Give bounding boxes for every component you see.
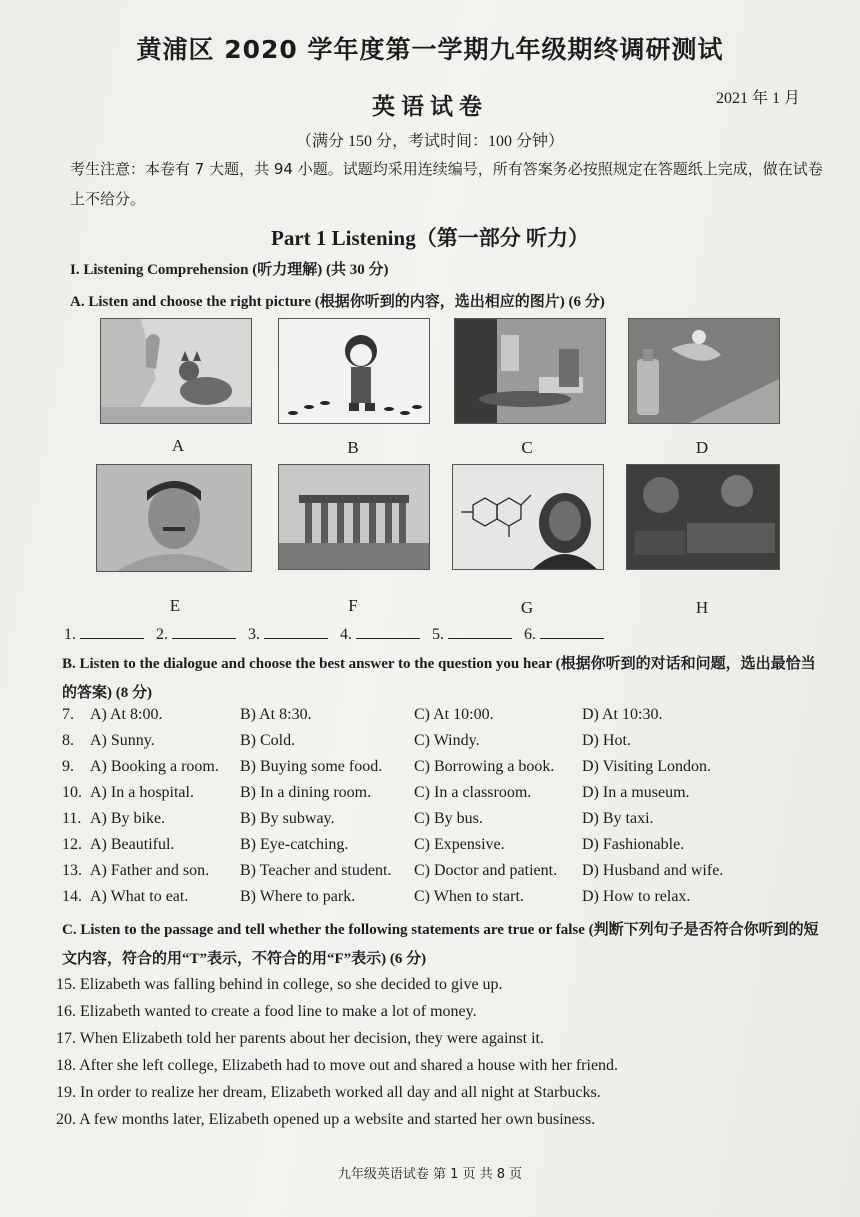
answer-blanks xyxy=(64,624,612,644)
option-d[interactable]: D) In a museum. xyxy=(582,784,690,801)
picture-label-f: F xyxy=(348,596,358,615)
option-a[interactable]: A) Father and son. xyxy=(90,862,210,879)
question-row xyxy=(62,888,822,914)
question-row xyxy=(62,862,822,888)
answer-blank-4[interactable]: 4. xyxy=(340,624,420,644)
option-d[interactable]: D) Husband and wife. xyxy=(582,862,724,879)
option-d[interactable]: D) How to relax. xyxy=(582,888,691,905)
sectionC-title: C. Listen to the passage and tell whether the following statements are true or false (判断下列句子是否符合你听到的短文内容，符合的用“T”表示，不符合的用“F”表示) (6 分) xyxy=(62,922,819,967)
option-c[interactable]: C) When to start. xyxy=(414,888,524,905)
dog-and-hand-picture xyxy=(100,318,252,424)
option-a[interactable]: A) Beautiful. xyxy=(90,836,175,853)
option-b[interactable]: B) Teacher and student. xyxy=(240,862,392,879)
page-footer: 九年级英语试卷 第 1 页 共 8 页 xyxy=(337,1167,523,1182)
picture-label-h: H xyxy=(695,598,709,617)
statement-item: 19. In order to realize her dream, Elizabeth worked all day and all night at Starbucks. xyxy=(56,1084,601,1101)
bottle-and-hands-picture xyxy=(628,318,780,424)
section1-title: I. Listening Comprehension (听力理解) (共 30 分) xyxy=(70,262,389,278)
option-c[interactable]: C) By bus. xyxy=(414,810,483,827)
option-b[interactable]: B) Where to park. xyxy=(240,888,356,905)
scientist-molecule-picture xyxy=(452,464,604,570)
option-b[interactable]: B) Cold. xyxy=(240,732,296,749)
answer-blank-5[interactable]: 5. xyxy=(432,624,512,644)
option-b[interactable]: B) In a dining room. xyxy=(240,784,372,801)
greek-temple-ruins-picture xyxy=(278,464,430,570)
statement-item: 17. When Elizabeth told her parents about her decision, they were against it. xyxy=(56,1030,544,1047)
question-row xyxy=(62,784,822,810)
question-row xyxy=(62,810,822,836)
answer-blank-1[interactable]: 1. xyxy=(64,624,144,644)
candidate-notice: 考生注意：本卷有 7 大题，共 94 小题。试题均采用连续编号，所有答案务必按照规定在答题纸上完成，做在试卷上不给分。 xyxy=(70,160,823,208)
option-d[interactable]: D) At 10:30. xyxy=(582,706,663,723)
pottery-objects-picture xyxy=(626,464,780,570)
option-c[interactable]: C) Doctor and patient. xyxy=(414,862,558,879)
sectionA-title: A. Listen and choose the right picture (根据你听到的内容，选出相应的图片) (6 分) xyxy=(70,294,605,310)
option-d[interactable]: D) Hot. xyxy=(582,732,631,749)
option-d[interactable]: D) Fashionable. xyxy=(582,836,685,853)
question-number: 10. xyxy=(62,784,82,801)
option-a[interactable]: A) At 8:00. xyxy=(90,706,163,723)
question-number: 13. xyxy=(62,862,82,879)
statement-item: 16. Elizabeth wanted to create a food line to make a lot of money. xyxy=(56,1003,477,1020)
option-d[interactable]: D) Visiting London. xyxy=(582,758,711,775)
statement-item: 20. A few months later, Elizabeth opened up a website and started her own business. xyxy=(56,1111,596,1128)
question-number: 11. xyxy=(62,810,82,827)
option-a[interactable]: A) What to eat. xyxy=(90,888,189,905)
option-a[interactable]: A) Booking a room. xyxy=(90,758,219,775)
option-b[interactable]: B) Eye-catching. xyxy=(240,836,349,853)
picture-label-b: B xyxy=(347,438,359,457)
option-c[interactable]: C) At 10:00. xyxy=(414,706,494,723)
answer-blank-3[interactable]: 3. xyxy=(248,624,328,644)
option-b[interactable]: B) Buying some food. xyxy=(240,758,383,775)
score-and-time: （满分 150 分，考试时间：100 分钟） xyxy=(295,133,564,150)
question-number: 7. xyxy=(62,706,74,723)
option-c[interactable]: C) Windy. xyxy=(414,732,480,749)
option-c[interactable]: C) In a classroom. xyxy=(414,784,532,801)
part1-heading: Part 1 Listening（第一部分 听力） xyxy=(271,226,589,250)
option-c[interactable]: C) Expensive. xyxy=(414,836,505,853)
answer-blank-6[interactable]: 6. xyxy=(524,624,604,644)
question-row xyxy=(62,836,822,862)
option-c[interactable]: C) Borrowing a book. xyxy=(414,758,555,775)
exam-title: 黄浦区 2020 学年度第一学期九年级期终调研测试 xyxy=(136,35,724,64)
exam-subtitle: 英语试卷 xyxy=(372,94,488,120)
question-number: 8. xyxy=(62,732,74,749)
statement-item: 18. After she left college, Elizabeth had to move out and shared a house with her friend. xyxy=(56,1057,619,1074)
picture-label-c: C xyxy=(521,438,533,457)
question-row xyxy=(62,732,822,758)
sectionB-title: B. Listen to the dialogue and choose the best answer to the question you hear (根据你听到的对话和问题，选出最恰当的答案) (8 分) xyxy=(62,656,816,701)
question-number: 12. xyxy=(62,836,82,853)
picture-label-a: A xyxy=(171,436,185,455)
man-portrait-picture xyxy=(96,464,252,572)
statement-item: 15. Elizabeth was falling behind in college, so she decided to give up. xyxy=(56,976,503,993)
option-b[interactable]: B) At 8:30. xyxy=(240,706,312,723)
option-d[interactable]: D) By taxi. xyxy=(582,810,654,827)
waiter-tray-glass-picture xyxy=(454,318,606,424)
picture-label-e: E xyxy=(169,596,181,615)
question-number: 9. xyxy=(62,758,74,775)
exam-date: 2021 年 1 月 xyxy=(716,90,801,107)
question-number: 14. xyxy=(62,888,82,905)
cartoon-detective-footprints-picture xyxy=(278,318,430,424)
question-row xyxy=(62,706,822,732)
answer-blank-2[interactable]: 2. xyxy=(156,624,236,644)
option-a[interactable]: A) Sunny. xyxy=(90,732,155,749)
picture-label-d: D xyxy=(695,438,709,457)
option-b[interactable]: B) By subway. xyxy=(240,810,335,827)
question-row xyxy=(62,758,822,784)
picture-label-g: G xyxy=(520,598,534,617)
option-a[interactable]: A) By bike. xyxy=(90,810,166,827)
option-a[interactable]: A) In a hospital. xyxy=(90,784,194,801)
